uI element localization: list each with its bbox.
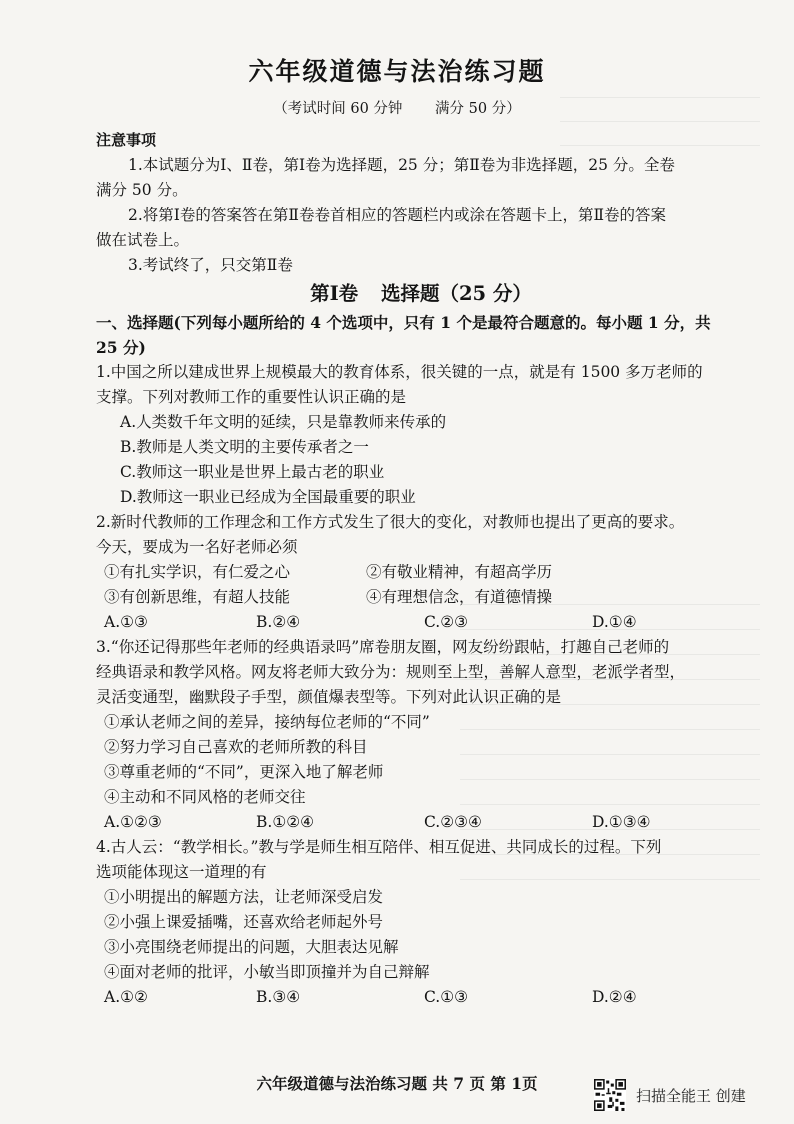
section-title: [96, 279, 746, 309]
choice-a: A.①③: [104, 613, 148, 631]
question-2-stem: 今天，要成为一名好老师必须: [96, 538, 298, 556]
page-footer: 六年级道德与法治练习题 共 7 页 第 1页: [256, 1074, 538, 1093]
choice-d: D.②④: [592, 988, 637, 1006]
choice-b: B.②④: [256, 613, 301, 631]
question-1-option-d: D.教师这一职业已经成为全国最重要的职业: [120, 488, 416, 506]
page-title: 六年级道德与法治练习题: [248, 57, 546, 86]
question-2-stem: 2.新时代教师的工作理念和工作方式发生了很大的变化，对教师也提出了更高的要求。: [96, 513, 685, 531]
section-instruction: 25 分): [96, 338, 146, 357]
choice-a: A.①②③: [104, 813, 162, 831]
scanner-watermark: [594, 1079, 746, 1111]
question-3-stem: 3.“你还记得那些年老师的经典语录吗”席卷朋友圈，网友纷纷跟帖，打趣自己老师的: [96, 638, 670, 656]
question-1-option-b: B.教师是人类文明的主要传承者之一: [120, 438, 369, 456]
question-3-choices: [96, 810, 746, 835]
statement: ①承认老师之间的差异，接纳每位老师的“不同”: [104, 713, 430, 731]
statement: ③小亮围绕老师提出的问题，大胆表达见解: [104, 938, 399, 956]
full-score: 满分 50 分）: [435, 101, 521, 117]
exam-meta: [0, 97, 794, 118]
watermark-text: 扫描全能王 创建: [636, 1086, 746, 1105]
question-4-stem: 选项能体现这一道理的有: [96, 863, 267, 881]
question-3-stem: 经典语录和教学风格。网友将老师大致分为：规则至上型，善解人意型，老派学者型，: [96, 663, 686, 681]
choice-c: C.②③: [424, 613, 469, 631]
notice-heading: 注意事项: [96, 131, 157, 149]
section-title-volume: 第Ⅰ卷: [310, 282, 359, 305]
choice-d: D.①④: [592, 613, 637, 631]
question-2-choices: [96, 610, 746, 635]
statement: ①有扎实学识，有仁爱之心: [104, 563, 291, 581]
choice-c: C.②③④: [424, 813, 482, 831]
question-4-stem: 4.古人云：“教学相长。”教与学是师生相互陪伴、相互促进、共同成长的过程。下列: [96, 838, 662, 856]
question-1-option-a: A.人类数千年文明的延续，只是靠教师来传承的: [120, 413, 447, 431]
section-instruction: 一、选择题(下列每小题所给的 4 个选项中，只有 1 个是最符合题意的。每小题 1 分，共: [96, 313, 711, 332]
question-1-stem: 支撑。下列对教师工作的重要性认识正确的是: [96, 388, 407, 406]
statement: ②有敬业精神，有超高学历: [366, 563, 553, 581]
question-2-statements: [96, 585, 746, 610]
statement: ②努力学习自己喜欢的老师所教的科目: [104, 738, 368, 756]
question-1-stem: 1.中国之所以建成世界上规模最大的教育体系，很关键的一点，就是有 1500 多万老师的: [96, 363, 703, 381]
notice-line: 满分 50 分。: [96, 181, 188, 199]
choice-c: C.①③: [424, 988, 469, 1006]
choice-b: B.①②④: [256, 813, 315, 831]
statement: ②小强上课爱插嘴，还喜欢给老师起外号: [104, 913, 384, 931]
statement: ③有创新思维，有超人技能: [104, 588, 291, 606]
choice-b: B.③④: [256, 988, 301, 1006]
statement: ④面对老师的批评，小敏当即顶撞并为自己辩解: [104, 963, 430, 981]
question-1-option-c: C.教师这一职业是世界上最古老的职业: [120, 463, 385, 481]
statement: ④主动和不同风格的老师交往: [104, 788, 306, 806]
section-title-type: 选择题（25 分）: [380, 282, 532, 305]
notice-line: 1.本试题分为Ⅰ、Ⅱ卷，第Ⅰ卷为选择题，25 分；第Ⅱ卷为非选择题，25 分。全卷: [128, 156, 675, 174]
choice-a: A.①②: [104, 988, 148, 1006]
question-3-stem: 灵活变通型，幽默段子手型，颜值爆表型等。下列对此认识正确的是: [96, 688, 562, 706]
question-2-statements: [96, 560, 746, 585]
exam-time: （考试时间 60 分钟: [273, 101, 403, 117]
qr-code-icon: [594, 1079, 626, 1111]
statement: ①小明提出的解题方法，让老师深受启发: [104, 888, 384, 906]
statement: ③尊重老师的“不同”，更深入地了解老师: [104, 763, 384, 781]
notice-line: 做在试卷上。: [96, 231, 190, 249]
choice-d: D.①③④: [592, 813, 651, 831]
notice-line: 3.考试终了，只交第Ⅱ卷: [128, 256, 293, 274]
notice-line: 2.将第Ⅰ卷的答案答在第Ⅱ卷卷首相应的答题栏内或涂在答题卡上，第Ⅱ卷的答案: [128, 206, 666, 224]
statement: ④有理想信念，有道德情操: [366, 588, 553, 606]
exam-content: [96, 124, 746, 1010]
question-4-choices: [96, 985, 746, 1010]
